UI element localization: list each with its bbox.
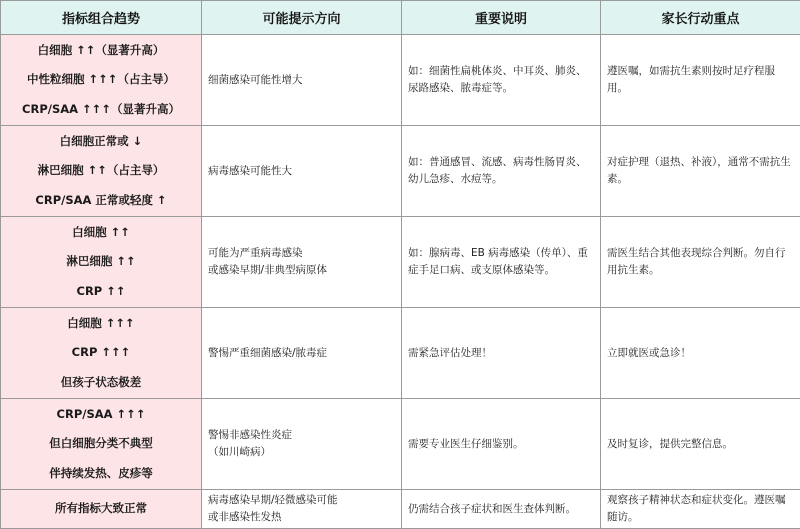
direction-line: 警惕严重细菌感染/脓毒症 — [208, 345, 395, 362]
indicator-line: 白细胞 ↑↑ — [5, 218, 197, 248]
direction-cell — [202, 126, 402, 217]
indicator-line: 淋巴细胞 ↑↑（占主导） — [5, 156, 197, 186]
indicator-line: 所有指标大致正常 — [5, 494, 197, 524]
direction-cell — [202, 490, 402, 529]
direction-line: 病毒感染早期/轻微感染可能 — [208, 492, 395, 509]
action-cell: 观察孩子精神状态和症状变化。遵医嘱随访。 — [601, 490, 800, 529]
indicator-line: 白细胞正常或 ↓ — [5, 127, 197, 157]
indicator-line: CRP/SAA ↑↑↑（显著升高） — [5, 95, 197, 125]
direction-cell — [202, 217, 402, 308]
direction-line: 或感染早期/非典型病原体 — [208, 262, 395, 279]
direction-line: 可能为严重病毒感染 — [208, 245, 395, 262]
header-indicators: 指标组合趋势 — [1, 1, 202, 35]
indicator-line: 白细胞 ↑↑↑ — [5, 309, 197, 339]
indicator-line: 但白细胞分类不典型 — [5, 429, 197, 459]
indicator-line: 伴持续发热、皮疹等 — [5, 459, 197, 489]
note-cell: 如：细菌性扁桃体炎、中耳炎、肺炎、尿路感染、脓毒症等。 — [402, 35, 601, 126]
direction-cell — [202, 35, 402, 126]
direction-line: 细菌感染可能性增大 — [208, 72, 395, 89]
table-header — [1, 1, 800, 35]
action-cell: 立即就医或急诊！ — [601, 308, 800, 399]
indicator-cell — [1, 35, 202, 126]
note-cell: 需紧急评估处理！ — [402, 308, 601, 399]
indicator-cell — [1, 399, 202, 490]
indicator-cell — [1, 490, 202, 529]
indicator-line: 白细胞 ↑↑（显著升高） — [5, 36, 197, 66]
action-cell: 需医生结合其他表现综合判断。勿自行用抗生素。 — [601, 217, 800, 308]
indicator-line: CRP/SAA 正常或轻度 ↑ — [5, 186, 197, 216]
header-direction: 可能提示方向 — [202, 1, 402, 35]
table-row — [1, 399, 800, 490]
note-cell: 仍需结合孩子症状和医生查体判断。 — [402, 490, 601, 529]
indicator-line: 中性粒细胞 ↑↑↑（占主导） — [5, 65, 197, 95]
indicator-cell — [1, 217, 202, 308]
table-row — [1, 217, 800, 308]
indicator-line: 淋巴细胞 ↑↑ — [5, 247, 197, 277]
header-action: 家长行动重点 — [601, 1, 800, 35]
action-cell: 遵医嘱，如需抗生素则按时足疗程服用。 — [601, 35, 800, 126]
direction-cell — [202, 308, 402, 399]
direction-line: 病毒感染可能性大 — [208, 163, 395, 180]
indicator-line: CRP/SAA ↑↑↑ — [5, 400, 197, 430]
note-cell: 如：普通感冒、流感、病毒性肠胃炎、幼儿急疹、水痘等。 — [402, 126, 601, 217]
action-cell: 对症护理（退热、补液），通常不需抗生素。 — [601, 126, 800, 217]
direction-cell — [202, 399, 402, 490]
table-row — [1, 35, 800, 126]
direction-line: 警惕非感染性炎症 — [208, 427, 395, 444]
indicator-line: 但孩子状态极差 — [5, 368, 197, 398]
table-row — [1, 308, 800, 399]
table-row — [1, 490, 800, 529]
indicator-line: CRP ↑↑↑ — [5, 338, 197, 368]
action-cell: 及时复诊，提供完整信息。 — [601, 399, 800, 490]
table-row — [1, 126, 800, 217]
header-note: 重要说明 — [402, 1, 601, 35]
note-cell: 如：腺病毒、EB 病毒感染（传单）、重症手足口病、或支原体感染等。 — [402, 217, 601, 308]
direction-line: 或非感染性发热 — [208, 509, 395, 526]
indicator-line: CRP ↑↑ — [5, 277, 197, 307]
direction-line: （如川崎病） — [208, 444, 395, 461]
note-cell: 需要专业医生仔细鉴别。 — [402, 399, 601, 490]
indicator-cell — [1, 126, 202, 217]
indicator-cell — [1, 308, 202, 399]
